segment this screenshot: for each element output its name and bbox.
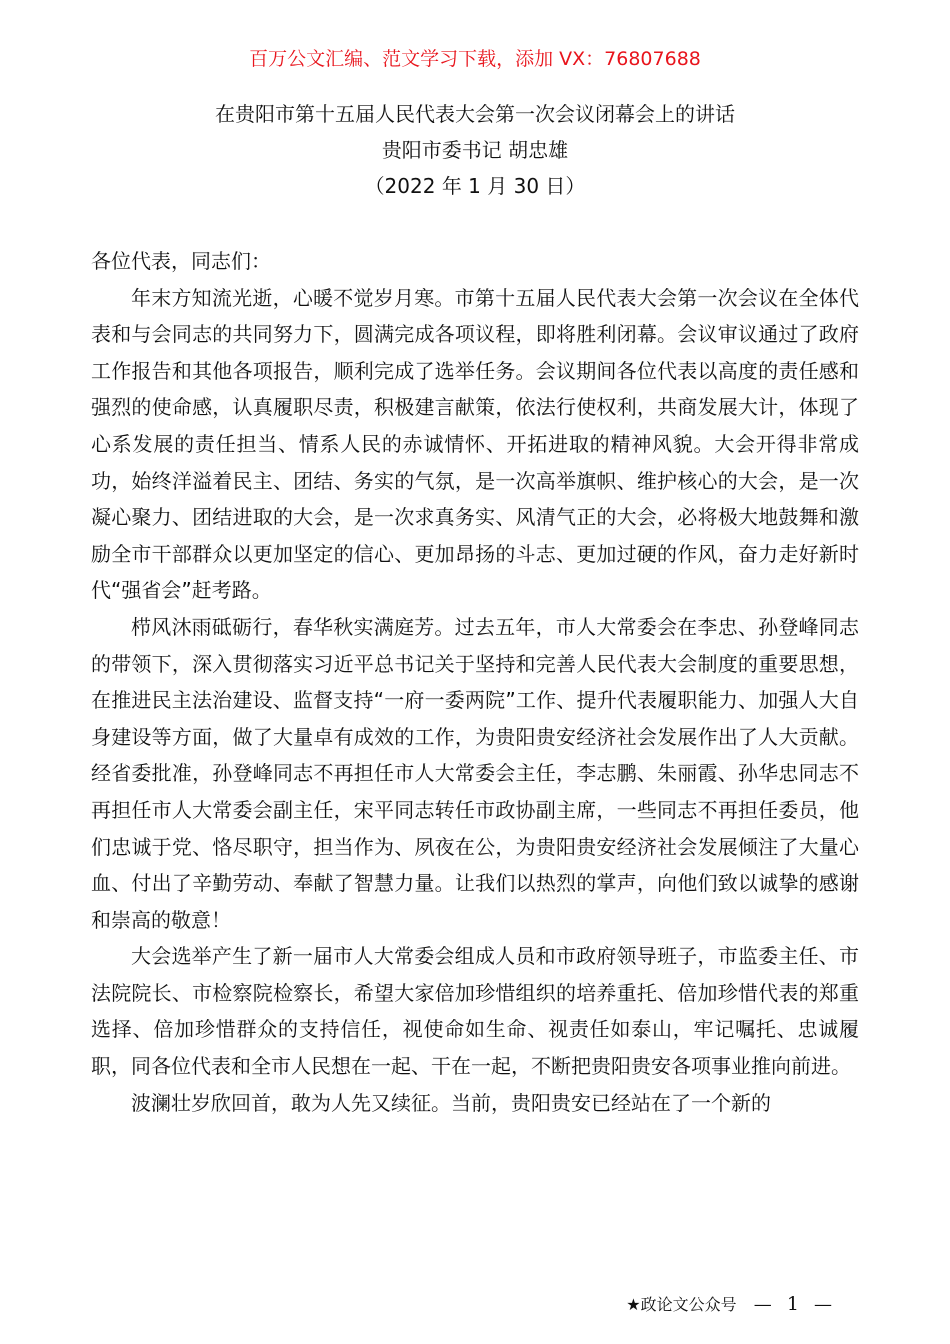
salutation: 各位代表，同志们： — [91, 249, 271, 273]
document-body — [91, 243, 859, 1121]
document-date: （2022 年 1 月 30 日） — [364, 174, 586, 198]
paragraph-3: 大会选举产生了新一届市人大常委会组成人员和市政府领导班子，市监委主任、市法院院长、市检察院检察长，希望大家倍加珍惜组织的培养重托、倍加珍惜代表的郑重选择、倍加珍惜群众的支持信任，视使命如生命、视责任如泰山，牢记嘱托、忠诚履职，同各位代表和全市人民想在一起、干在一起，不断把贵阳贵安各项事业推向前进。 — [91, 944, 859, 1079]
paragraph-4: 波澜壮岁欣回首，敢为人先又续征。当前，贵阳贵安已经站在了一个新的 — [131, 1090, 771, 1115]
footer-dash-right: — — [814, 1294, 832, 1315]
page-footer — [626, 1290, 832, 1319]
title-block — [0, 96, 950, 204]
paragraph-1: 年末方知流光逝，心暖不觉岁月寒。市第十五届人民代表大会第一次会议在全体代表和与会同志的共同努力下，圆满完成各项议程，即将胜利闭幕。会议审议通过了政府工作报告和其他各项报告，顺利完成了选举任务。会议期间各位代表以高度的责任感和强烈的使命感，认真履职尽责，积极建言献策，依法行使权利，共商发展大计，体现了心系发展的责任担当、情系人民的赤诚情怀、开拓进取的精神风貌。大会开得非常成功，始终洋溢着民主、团结、务实的气氛，是一次高举旗帜、维护核心的大会，是一次凝心聚力、团结进取的大会，是一次求真务实、风清气正的大会，必将极大地鼓舞和激励全市干部群众以更加坚定的信心、更加昂扬的斗志、更加过硬的作风，奋力走好新时代“强省会”赶考路。 — [91, 285, 859, 603]
footer-dash-left: — — [753, 1294, 772, 1315]
document-author: 贵阳市委书记 胡忠雄 — [381, 138, 569, 162]
watermark-banner: 百万公文汇编、范文学习下载，添加 VX：76807688 — [249, 48, 701, 70]
document-title: 在贵阳市第十五届人民代表大会第一次会议闭幕会上的讲话 — [215, 102, 735, 126]
page-number: 1 — [786, 1293, 799, 1315]
footer-source: ★政论文公众号 — [626, 1295, 737, 1314]
paragraph-2: 栉风沐雨砥砺行，春华秋实满庭芳。过去五年，市人大常委会在李忠、孙登峰同志的带领下，深入贯彻落实习近平总书记关于坚持和完善人民代表大会制度的重要思想，在推进民主法治建设、监督支持“一府一委两院”工作、提升代表履职能力、加强人大自身建设等方面，做了大量卓有成效的工作，为贵阳贵安经济社会发展作出了人大贡献。经省委批准，孙登峰同志不再担任市人大常委会主任，李志鹏、朱丽霞、孙华忠同志不再担任市人大常委会副主任，宋平同志转任市政协副主席，一些同志不再担任委员，他们忠诚于党、恪尽职守，担当作为、夙夜在公，为贵阳贵安经济社会发展倾注了大量心血、付出了辛勤劳动、奉献了智慧力量。让我们以热烈的掌声，向他们致以诚挚的感谢和崇高的敬意！ — [91, 614, 859, 932]
